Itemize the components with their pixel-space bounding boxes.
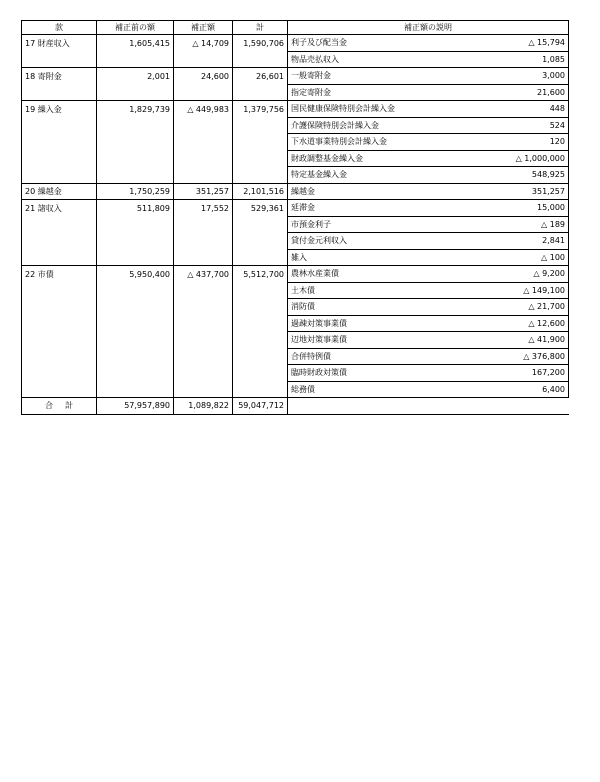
cell-total [233, 134, 288, 151]
cell-item: 過疎対策事業債 [288, 315, 428, 332]
cell-kan [22, 332, 97, 349]
cell-kan [22, 299, 97, 316]
cell-before [97, 348, 174, 365]
cell-adjustment [174, 365, 233, 382]
cell-total [233, 233, 288, 250]
cell-total [233, 216, 288, 233]
header-kan: 款 [22, 21, 97, 35]
cell-kan [22, 117, 97, 134]
cell-total [233, 249, 288, 266]
cell-before [97, 51, 174, 68]
cell-before [97, 233, 174, 250]
header-total: 計 [233, 21, 288, 35]
cell-item: 農林水産業債 [288, 266, 428, 283]
table-row [22, 167, 569, 184]
cell-before [97, 249, 174, 266]
table-row [22, 150, 569, 167]
cell-amount: △ 12,600 [428, 315, 569, 332]
cell-adjustment [174, 332, 233, 349]
cell-item: 土木債 [288, 282, 428, 299]
table-row [22, 315, 569, 332]
cell-total [233, 282, 288, 299]
cell-item: 一般寄附金 [288, 68, 428, 85]
cell-item: 国民健康保険特別会計繰入金 [288, 101, 428, 118]
table-row [22, 332, 569, 349]
cell-total [233, 117, 288, 134]
cell-total [233, 150, 288, 167]
cell-item: 介護保険特別会計繰入金 [288, 117, 428, 134]
header-adjustment: 補正額 [174, 21, 233, 35]
cell-adjustment [174, 299, 233, 316]
table-row [22, 134, 569, 151]
cell-kan: 20 繰越金 [22, 183, 97, 200]
table-row [22, 200, 569, 217]
cell-amount: △ 21,700 [428, 299, 569, 316]
cell-before [97, 134, 174, 151]
table-row [22, 233, 569, 250]
cell-kan [22, 233, 97, 250]
cell-kan: 19 繰入金 [22, 101, 97, 118]
cell-before: 5,950,400 [97, 266, 174, 283]
cell-item: 物品売払収入 [288, 51, 428, 68]
cell-total: 1,590,706 [233, 35, 288, 52]
total-before: 57,957,890 [97, 398, 174, 415]
cell-amount: 1,085 [428, 51, 569, 68]
cell-item: 下水道事業特別会計繰入金 [288, 134, 428, 151]
cell-amount: △ 100 [428, 249, 569, 266]
table-row [22, 101, 569, 118]
cell-amount: 524 [428, 117, 569, 134]
table-row [22, 117, 569, 134]
cell-total: 26,601 [233, 68, 288, 85]
cell-total [233, 332, 288, 349]
cell-kan: 18 寄附金 [22, 68, 97, 85]
cell-before [97, 332, 174, 349]
cell-total: 529,361 [233, 200, 288, 217]
table-row [22, 216, 569, 233]
cell-adjustment [174, 216, 233, 233]
cell-before: 2,001 [97, 68, 174, 85]
table-row [22, 249, 569, 266]
table-row [22, 282, 569, 299]
cell-item: 指定寄附金 [288, 84, 428, 101]
cell-before [97, 365, 174, 382]
cell-total [233, 84, 288, 101]
cell-item: 雑入 [288, 249, 428, 266]
cell-item: 貸付金元利収入 [288, 233, 428, 250]
table-row [22, 266, 569, 283]
cell-kan [22, 365, 97, 382]
cell-kan [22, 84, 97, 101]
cell-adjustment: 17,552 [174, 200, 233, 217]
cell-amount: 351,257 [428, 183, 569, 200]
header-description: 補正額の説明 [288, 21, 569, 35]
cell-amount: △ 15,794 [428, 35, 569, 52]
cell-amount: △ 9,200 [428, 266, 569, 283]
cell-item: 財政調整基金繰入金 [288, 150, 428, 167]
cell-before [97, 315, 174, 332]
cell-total: 5,512,700 [233, 266, 288, 283]
cell-adjustment [174, 249, 233, 266]
cell-adjustment [174, 117, 233, 134]
cell-total [233, 348, 288, 365]
cell-kan [22, 282, 97, 299]
table-row [22, 381, 569, 398]
cell-before: 511,809 [97, 200, 174, 217]
cell-adjustment: △ 437,700 [174, 266, 233, 283]
cell-amount: 6,400 [428, 381, 569, 398]
cell-kan [22, 134, 97, 151]
cell-before [97, 117, 174, 134]
table-row [22, 183, 569, 200]
total-label [22, 398, 97, 415]
table-row [22, 68, 569, 85]
cell-amount: 21,600 [428, 84, 569, 101]
cell-before: 1,750,259 [97, 183, 174, 200]
cell-before: 1,829,739 [97, 101, 174, 118]
cell-adjustment [174, 167, 233, 184]
cell-adjustment: 351,257 [174, 183, 233, 200]
cell-item: 延滞金 [288, 200, 428, 217]
cell-kan [22, 315, 97, 332]
cell-adjustment [174, 282, 233, 299]
cell-kan: 21 諸収入 [22, 200, 97, 217]
cell-amount: 167,200 [428, 365, 569, 382]
cell-before [97, 381, 174, 398]
cell-item: 市預金利子 [288, 216, 428, 233]
total-description-blank [288, 398, 569, 415]
cell-amount: 15,000 [428, 200, 569, 217]
cell-total [233, 315, 288, 332]
header-row [22, 21, 569, 35]
cell-item: 繰越金 [288, 183, 428, 200]
cell-adjustment: 24,600 [174, 68, 233, 85]
cell-kan [22, 381, 97, 398]
cell-item: 利子及び配当金 [288, 35, 428, 52]
cell-amount: △ 1,000,000 [428, 150, 569, 167]
cell-amount: 3,000 [428, 68, 569, 85]
total-total: 59,047,712 [233, 398, 288, 415]
cell-kan [22, 167, 97, 184]
total-adjustment: 1,089,822 [174, 398, 233, 415]
cell-amount: 120 [428, 134, 569, 151]
cell-kan [22, 216, 97, 233]
cell-total [233, 365, 288, 382]
cell-kan [22, 249, 97, 266]
cell-item: 臨時財政対策債 [288, 365, 428, 382]
cell-adjustment [174, 348, 233, 365]
cell-adjustment [174, 84, 233, 101]
cell-before [97, 150, 174, 167]
cell-amount: 2,841 [428, 233, 569, 250]
total-row [22, 398, 569, 415]
cell-amount: △ 41,900 [428, 332, 569, 349]
table-row [22, 84, 569, 101]
table-row [22, 51, 569, 68]
cell-before [97, 216, 174, 233]
header-before: 補正前の額 [97, 21, 174, 35]
cell-kan: 17 財産収入 [22, 35, 97, 52]
budget-table [21, 20, 569, 415]
cell-before: 1,605,415 [97, 35, 174, 52]
cell-adjustment [174, 51, 233, 68]
cell-total [233, 381, 288, 398]
table-row [22, 365, 569, 382]
cell-kan [22, 150, 97, 167]
cell-before [97, 282, 174, 299]
total-label-a: 合 [45, 401, 53, 411]
table-row [22, 348, 569, 365]
cell-adjustment [174, 134, 233, 151]
cell-adjustment: △ 14,709 [174, 35, 233, 52]
cell-item: 合併特例債 [288, 348, 428, 365]
cell-item: 特定基金繰入金 [288, 167, 428, 184]
cell-before [97, 167, 174, 184]
cell-kan: 22 市債 [22, 266, 97, 283]
cell-amount: △ 376,800 [428, 348, 569, 365]
cell-amount: △ 149,100 [428, 282, 569, 299]
cell-adjustment [174, 381, 233, 398]
cell-kan [22, 51, 97, 68]
cell-amount: 548,925 [428, 167, 569, 184]
cell-adjustment: △ 449,983 [174, 101, 233, 118]
cell-before [97, 299, 174, 316]
cell-amount: 448 [428, 101, 569, 118]
table-row [22, 299, 569, 316]
total-label-b: 計 [65, 401, 73, 411]
cell-before [97, 84, 174, 101]
cell-item: 消防債 [288, 299, 428, 316]
cell-total: 1,379,756 [233, 101, 288, 118]
table-row [22, 35, 569, 52]
cell-kan [22, 348, 97, 365]
cell-total [233, 167, 288, 184]
cell-total [233, 299, 288, 316]
cell-adjustment [174, 315, 233, 332]
cell-item: 辺地対策事業債 [288, 332, 428, 349]
cell-adjustment [174, 233, 233, 250]
cell-total: 2,101,516 [233, 183, 288, 200]
table-body [22, 35, 569, 398]
cell-item: 総務債 [288, 381, 428, 398]
cell-amount: △ 189 [428, 216, 569, 233]
cell-total [233, 51, 288, 68]
cell-adjustment [174, 150, 233, 167]
